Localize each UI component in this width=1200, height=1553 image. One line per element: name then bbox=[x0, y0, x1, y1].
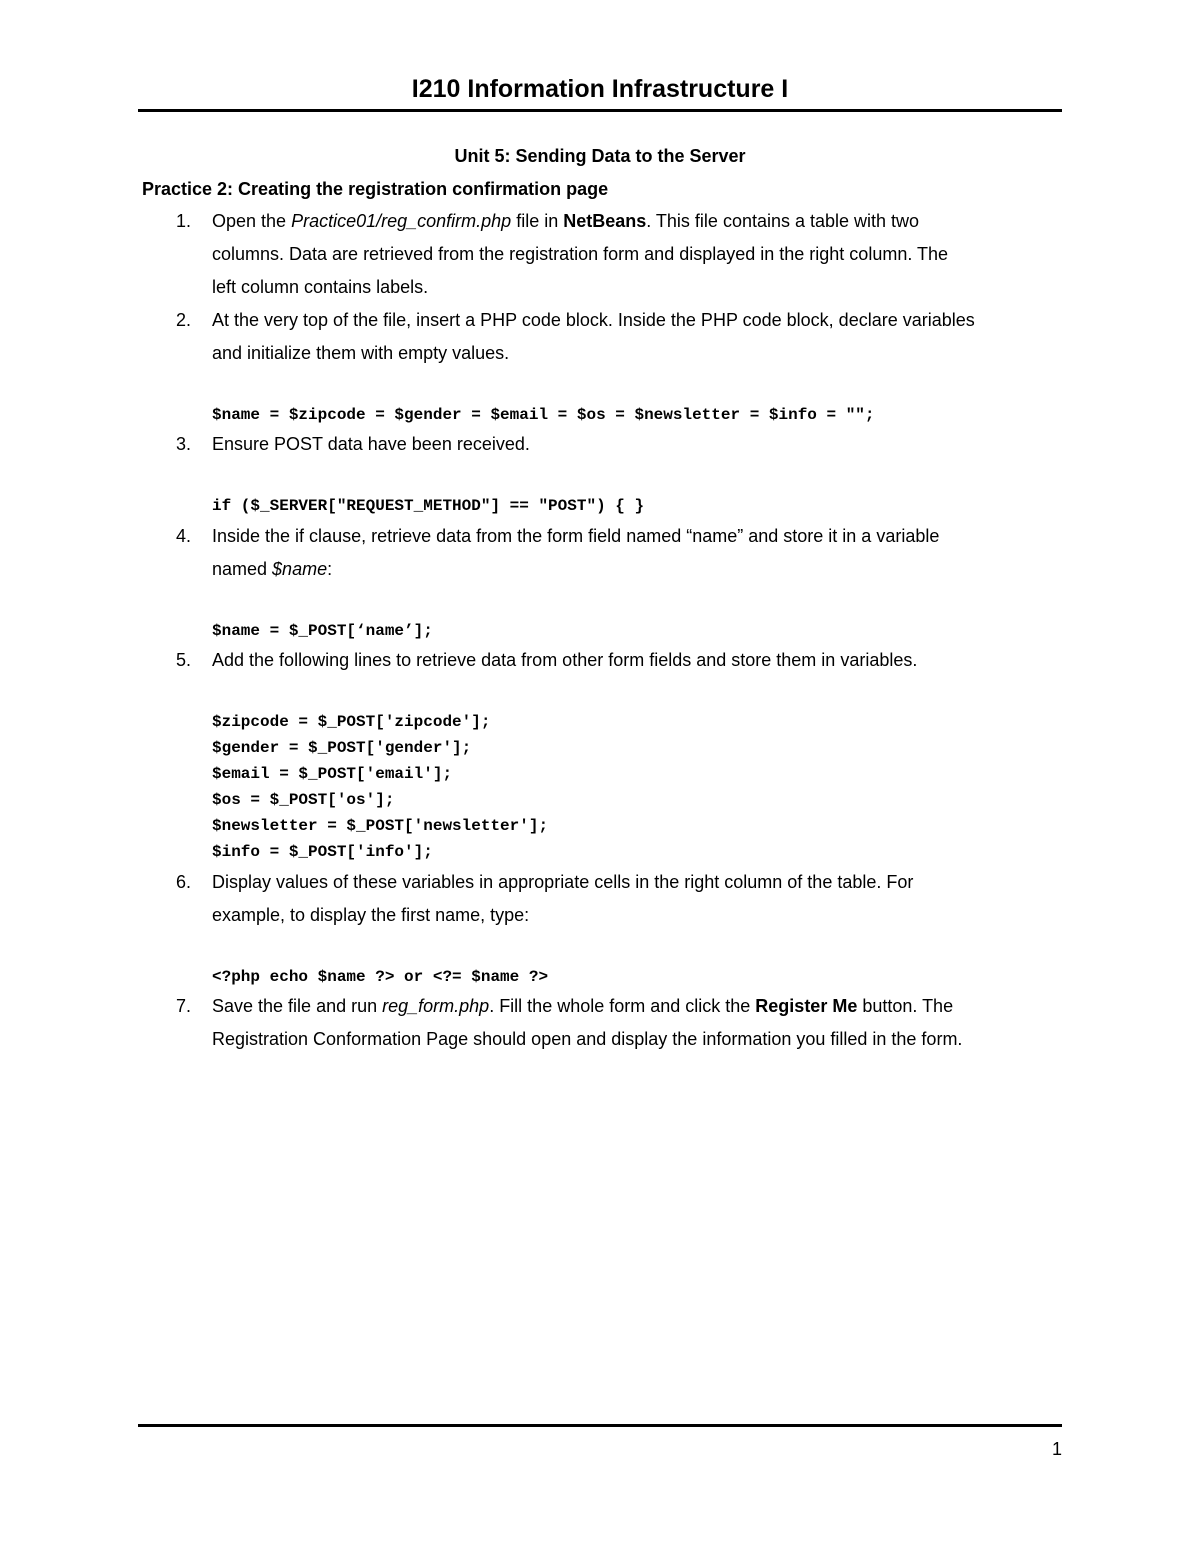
step-7-filename: reg_form.php bbox=[382, 996, 490, 1016]
step-6-line-1: Display values of these variables in appropriate cells in the right column of the table. For bbox=[212, 872, 914, 892]
step-1-line-3: left column contains labels. bbox=[212, 277, 429, 297]
step-7-text-c: . Fill the whole form and click the bbox=[489, 996, 756, 1016]
step-5-code-3: $email = $_POST['email']; bbox=[212, 765, 453, 783]
step-3-number: 3. bbox=[176, 434, 192, 454]
step-1-netbeans: NetBeans bbox=[563, 211, 647, 231]
step-1-filename: Practice01/reg_confirm.php bbox=[291, 211, 512, 231]
step-7-text-e: button. The bbox=[857, 996, 954, 1016]
step-7-line-1 bbox=[212, 993, 953, 1019]
step-5-code-1: $zipcode = $_POST['zipcode']; bbox=[212, 713, 491, 731]
step-1-line-1 bbox=[212, 208, 919, 234]
step-4-line-2 bbox=[212, 556, 332, 582]
step-2-code-1: $name = $zipcode = $gender = $email = $os = $newsletter = $info = ""; bbox=[212, 406, 875, 424]
footer-rule bbox=[138, 1424, 1062, 1427]
step-3-code-1: if ($_SERVER["REQUEST_METHOD"] == "POST") { } bbox=[212, 497, 645, 515]
unit-title: Unit 5: Sending Data to the Server bbox=[454, 146, 746, 166]
step-7-number: 7. bbox=[176, 996, 192, 1016]
step-1-number: 1. bbox=[176, 211, 192, 231]
step-5-code-6: $info = $_POST['info']; bbox=[212, 843, 433, 861]
step-7-register-me: Register Me bbox=[755, 996, 858, 1016]
step-2-number: 2. bbox=[176, 310, 192, 330]
step-4-variable: $name bbox=[272, 559, 328, 579]
step-7-line-2: Registration Conformation Page should open and display the information you filled in the form. bbox=[212, 1029, 963, 1049]
step-6-code-1: <?php echo $name ?> or <?= $name ?> bbox=[212, 968, 549, 986]
step-1-text-a: Open the bbox=[212, 211, 292, 231]
header-rule bbox=[138, 109, 1062, 112]
step-5-code-4: $os = $_POST['os']; bbox=[212, 791, 395, 809]
practice-title: Practice 2: Creating the registration confirmation page bbox=[142, 179, 609, 199]
step-4-text-c: : bbox=[327, 559, 333, 579]
header-title: I210 Information Infrastructure I bbox=[411, 75, 789, 103]
step-5-code-2: $gender = $_POST['gender']; bbox=[212, 739, 472, 757]
step-5-number: 5. bbox=[176, 650, 192, 670]
step-3-line-1: Ensure POST data have been received. bbox=[212, 434, 530, 454]
step-7-text-a: Save the file and run bbox=[212, 996, 383, 1016]
step-6-number: 6. bbox=[176, 872, 192, 892]
step-6-line-2: example, to display the first name, type: bbox=[212, 905, 530, 925]
step-2-line-1: At the very top of the file, insert a PHP code block. Inside the PHP code block, declare variables bbox=[212, 310, 975, 330]
step-4-number: 4. bbox=[176, 526, 192, 546]
step-4-text-a: named bbox=[212, 559, 273, 579]
step-5-line-1: Add the following lines to retrieve data from other form fields and store them in variables. bbox=[212, 650, 918, 670]
step-4-line-1: Inside the if clause, retrieve data from the form field named “name” and store it in a variable bbox=[212, 526, 940, 546]
page-number: 1 bbox=[1051, 1439, 1062, 1459]
step-4-code-1: $name = $_POST[‘name’]; bbox=[212, 622, 433, 640]
step-1-text-c: file in bbox=[511, 211, 564, 231]
step-5-code-5: $newsletter = $_POST['newsletter']; bbox=[212, 817, 549, 835]
step-1-text-e: . This file contains a table with two bbox=[646, 211, 920, 231]
step-2-line-2: and initialize them with empty values. bbox=[212, 343, 510, 363]
step-1-line-2: columns. Data are retrieved from the registration form and displayed in the right column. The bbox=[212, 244, 949, 264]
